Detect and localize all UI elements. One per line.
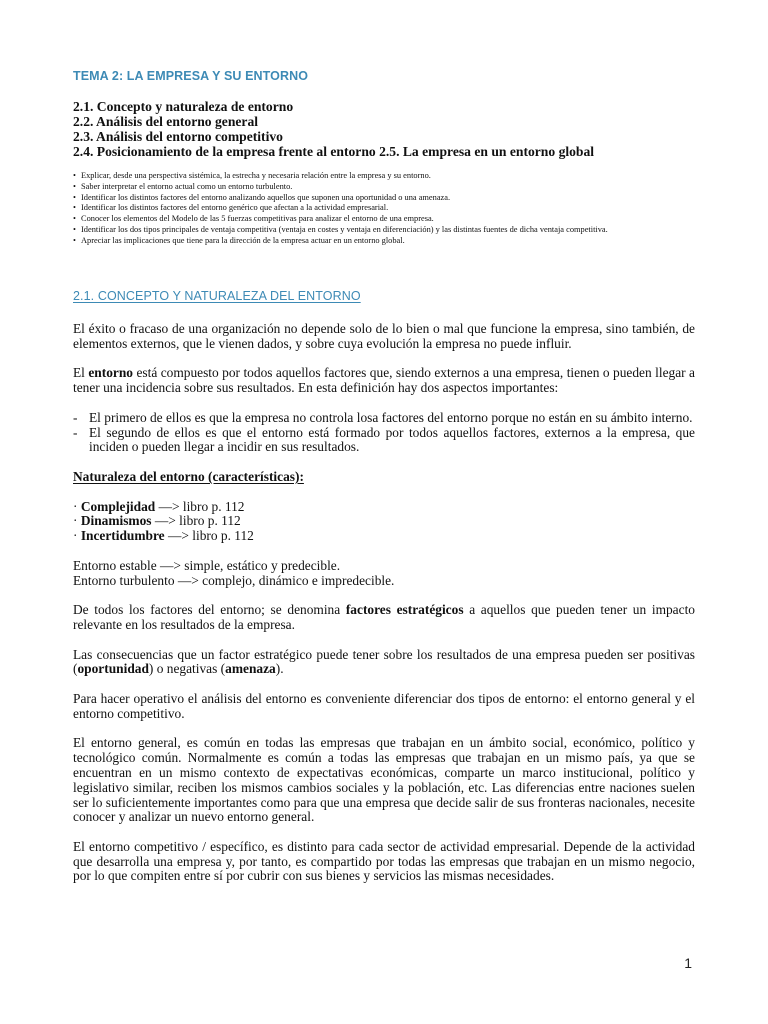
bullet: • [73, 192, 76, 202]
bullet: • [73, 235, 76, 245]
list-item: • Explicar, desde una perspectiva sistémica, la estrecha y necesaria relación entre la empresa y su entorno. [73, 171, 431, 180]
bullet: • [73, 214, 76, 224]
objectives-list [73, 171, 695, 247]
bullet: • [73, 203, 76, 213]
list-item: • Identificar los distintos factores del entorno genérico que afectan a la actividad empresarial. [73, 203, 389, 213]
list-item: • Saber interpretar el entorno actual como un entorno turbulento. [73, 181, 293, 191]
list-item: - El segundo de ellos es que el entorno está formado por todos aquellos factores, externos a la empresa, que inciden o pueden llegar a incidir en sus resultados. [73, 424, 695, 455]
bold-term: amenaza [225, 661, 276, 677]
paragraph: De todos los factores del entorno; se denomina factores estratégicos a aquellos que pueden tener un impacto relevante en los resultados de la empresa. [73, 602, 695, 632]
bold-term: oportunidad [77, 661, 149, 677]
toc-item: 2.3. Análisis del entorno competitivo [73, 129, 283, 144]
section-heading: 2.1. CONCEPTO Y NATURALEZA DEL ENTORNO [73, 289, 361, 303]
bullet: • [73, 224, 76, 234]
paragraph: El éxito o fracaso de una organización no depende solo de lo bien o mal que funcione la empresa, sino también, de elementos externos, que le vienen dados, y sobre cuya evolución la empresa no puede influir. [73, 321, 695, 351]
chapter-title: TEMA 2: LA EMPRESA Y SU ENTORNO [73, 69, 309, 83]
paragraph: El entorno competitivo / específico, es distinto para cada sector de actividad empresarial. Depende de la actividad que desarrolla una empresa y, por tanto, es compartido por todas las empresas que trabajan en un mismo negocio, por lo que compiten entre sí por cubrir con sus bienes y servicios las mismas necesidades. [73, 838, 695, 884]
dash-marker: - [73, 409, 78, 425]
bold-term: entorno [88, 365, 133, 381]
list-item: • Identificar los distintos factores del entorno analizando aquellos que suponen una oportunidad o una amenaza. [73, 192, 451, 202]
list-item: • Apreciar las implicaciones que tiene para la dirección de la empresa actuar en un entorno global. [73, 235, 405, 245]
paragraph: El entorno está compuesto por todos aquellos factores que, siendo externos a una empresa, tienen o pueden llegar a tener una incidencia sobre sus resultados. En esta definición hay dos aspectos importantes: [73, 365, 695, 396]
bold-term: factores estratégicos [345, 602, 464, 618]
bullet: • [73, 181, 76, 191]
list-item: · Incertidumbre —> libro p. 112 [73, 528, 254, 544]
table-of-contents [73, 99, 713, 159]
toc-item: 2.4. Posicionamiento de la empresa frente al entorno 2.5. La empresa en un entorno global [73, 144, 595, 159]
text-line: Entorno turbulento —> complejo, dinámico e impredecible. [73, 572, 395, 588]
body-text [73, 322, 695, 899]
toc-item: 2.2. Análisis del entorno general [73, 114, 259, 129]
text-line: Entorno estable —> simple, estático y predecible. [73, 557, 341, 573]
paragraph: El entorno general, es común en todas las empresas que trabajan en un ámbito social, económico, político y tecnológico común. Normalmente es común a todas las empresas que trabajan en un mismo país, ya que se encuentran en un mismo contexto de expectativas económicas, comparte un marco institucional, político y legislativo similar, reciben los mismos cambios sociales y la población, etc. Las diferencias entre naciones suelen ser lo suficientemente importantes como para que una empresa que decide salir de sus fronteras nacionales, necesite conocer y analizar un nuevo entorno general. [73, 735, 695, 825]
bullet: • [73, 171, 76, 180]
subheading: Naturaleza del entorno (características): [73, 468, 304, 484]
toc-item: 2.1. Concepto y naturaleza de entorno [73, 99, 294, 114]
list-item: · Complejidad —> libro p. 112 [73, 498, 245, 514]
page-number: 1 [684, 955, 692, 971]
list-item: • Identificar los dos tipos principales de ventaja competitiva (ventaja en costes y ventaja en diferenciación) y las distintas fuentes de dicha ventaja competitiva. [73, 224, 608, 234]
paragraph: Las consecuencias que un factor estratégico puede tener sobre los resultados de una empresa pueden ser positivas (oportunidad) o negativas (amenaza). [73, 646, 695, 677]
list-item: • Conocer los elementos del Modelo de las 5 fuerzas competitivas para analizar el entorno de una empresa. [73, 214, 434, 224]
dash-marker: - [73, 424, 78, 440]
list-item: · Dinamismos —> libro p. 112 [73, 513, 241, 529]
list-item: - El primero de ellos es que la empresa no controla losa factores del entorno porque no están en su ámbito interno. [73, 409, 693, 425]
paragraph: Para hacer operativo el análisis del entorno es conveniente diferenciar dos tipos de entorno: el entorno general y el entorno competitivo. [73, 690, 695, 721]
